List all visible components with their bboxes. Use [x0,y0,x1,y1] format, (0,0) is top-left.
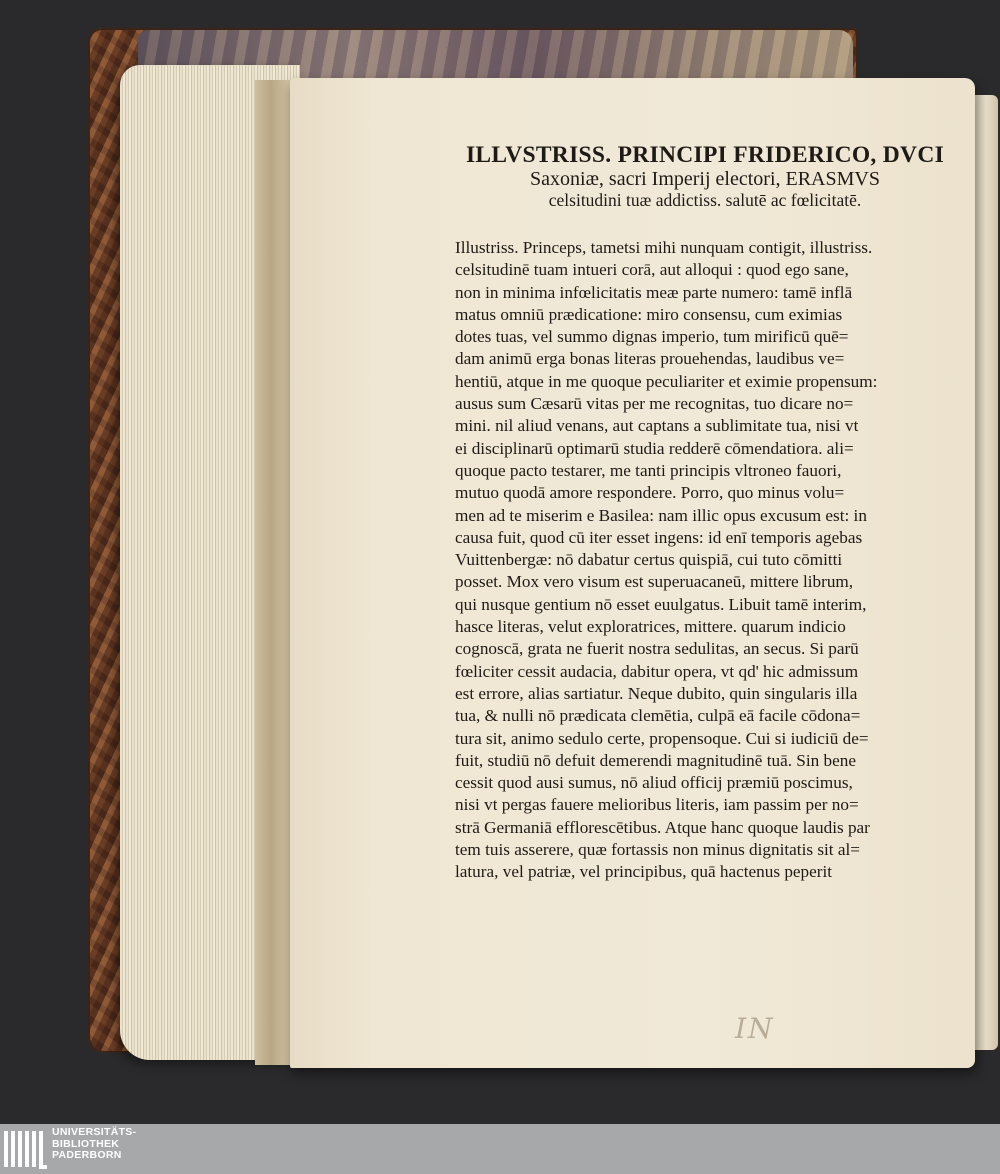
letter-body-line: fœliciter cessit audacia, dabitur opera, vt qd' hic admissum [455,661,859,681]
letter-body-line: quoque pacto testarer, me tanti principis vltroneo fauori, [455,460,842,480]
letter-body-line: cessit quod ausi sumus, nō aliud officij præmiū poscimus, [455,773,853,793]
letter-body-line: strā Germaniā efflorescētibus. Atque hanc quoque laudis par [455,817,870,837]
heading-line-1: ILLVSTRISS. PRINCIPI FRIDERICO, DVCI [465,142,945,168]
letter-body-line: dam animū erga bonas literas prouehendas, laudibus ve= [455,349,845,369]
letter-body-line: Illustriss. Princeps, tametsi mihi nunquam contigit, illustriss. [455,238,873,257]
letter-body-line: non in minima infœlicitatis meæ parte numero: tamē inflā [455,282,853,302]
letter-body-line: tura sit, animo sedulo certe, propensoque. Cui si iudiciū de= [455,728,869,748]
book-gutter [255,80,295,1065]
letter-body-line: tua, & nulli nō prædicata clemētia, culpā eā facile cōdona= [455,706,861,726]
heading-line-3: celsitudini tuæ addictiss. salutē ac fœlicitatē. [548,190,862,210]
letter-body-line: causa fuit, quod cū iter esset ingens: id enī temporis agebas [455,527,863,547]
letter-body-line: dotes tuas, vel summo dignas imperio, tum mirificū quē= [455,327,849,347]
library-logo-text [52,1127,136,1162]
letter-heading [455,142,955,211]
logo-text-line-3: PADERBORN [52,1149,122,1161]
letter-body-line: men ad te miserim e Basilea: nam illic opus excusum est: in [455,505,867,525]
letter-body-line: mutuo quodā amore respondere. Porro, quo minus volu= [455,483,845,503]
letter-body-line: est errore, alias sartiatur. Neque dubito, quin singularis illa [455,683,858,703]
logo-text-line-2: BIBLIOTHEK [52,1137,120,1150]
letter-body-line: latura, vel patriæ, vel principibus, quā hactenus peperit [455,862,833,882]
pencil-annotation: IN [735,1012,775,1045]
letter-body-line: mini. nil aliud venans, aut captans a sublimitate tua, nisi vt [455,416,859,436]
library-logo-icon [4,1127,54,1171]
letter-body-line: qui nusque gentium nō esset euulgatus. Libuit tamē interim, [455,594,867,614]
letter-text-block [455,142,955,884]
library-footer-bar [0,1124,1000,1174]
letter-body [455,237,955,884]
letter-body-line: celsitudinē tuam intueri corā, aut alloqui : quod ego sane, [455,260,849,280]
letter-body-line: ausus sum Cæsarū vitas per me recognitas, tuo dicare no= [455,394,854,414]
letter-body-line: ei disciplinarū optimarū studia redderē cōmendatiora. ali= [455,438,854,458]
letter-body-line: nisi vt pergas fauere melioribus literis, iam passim per no= [455,795,859,815]
letter-body-line: Vuittenbergæ: nō dabatur certus quispiā, cui tuto cōmitti [455,550,843,570]
heading-line-2: Saxoniæ, sacri Imperij electori, ERASMVS [530,168,880,190]
logo-text-line-1: UNIVERSITÄTS- [52,1126,137,1138]
letter-body-line: matus omniū prædicatione: miro consensu, cum eximias [455,304,843,324]
letter-body-line: fuit, studiū nō defuit demerendi magnitudinē tuā. Sin bene [455,750,856,770]
letter-body-line: hasce literas, velut exploratrices, mittere. quarum indicio [455,617,846,637]
letter-body-line: cognoscā, grata ne fuerit nostra sedulitas, an secus. Si parū [455,639,859,659]
letter-body-line: tem tuis asserere, quæ fortassis non minus dignitatis sit al= [455,840,860,860]
letter-body-line: posset. Mox vero visum est superuacaneū, mittere librum, [455,572,854,592]
letter-body-line: hentiū, atque in me quoque peculiariter et eximie propensum: [455,371,878,391]
